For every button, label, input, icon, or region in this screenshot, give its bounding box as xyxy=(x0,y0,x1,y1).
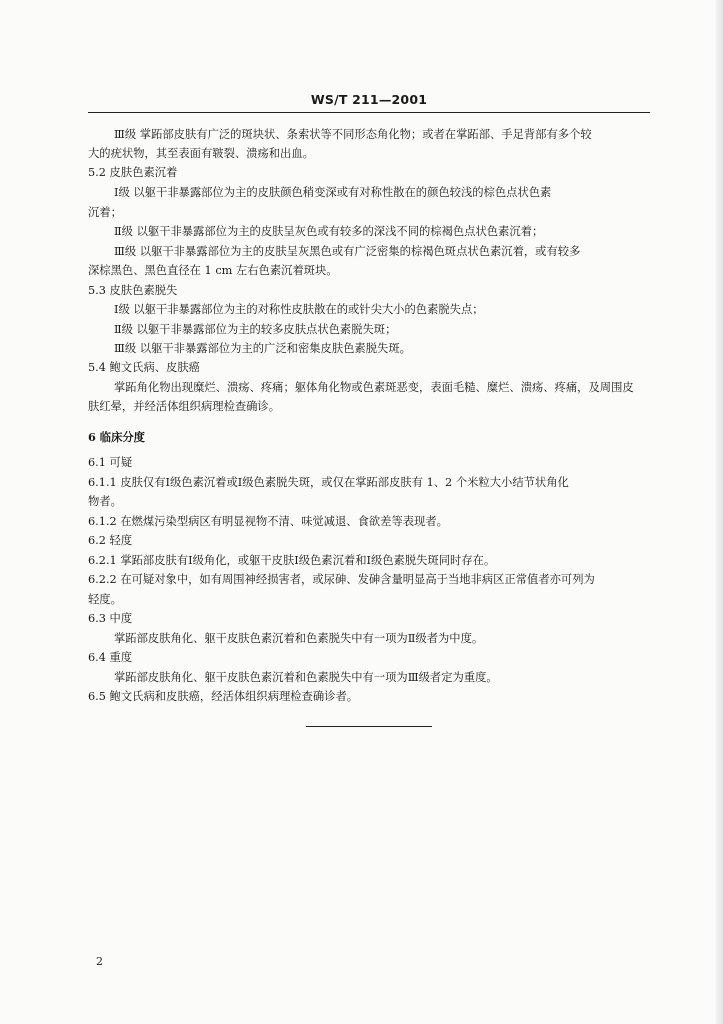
text-line: 物者。 xyxy=(88,495,122,508)
text-line: 6.2.1 掌跖部皮肤有Ⅰ级角化，或躯干皮肤Ⅰ级色素沉着和Ⅰ级色素脱失斑同时存在。 xyxy=(88,554,496,567)
standard-code-header: WS/T 211—2001 xyxy=(310,92,428,107)
page-number: 2 xyxy=(96,955,103,968)
section-heading-5-4: 5.4 鲍文氏病、皮肤癌 xyxy=(88,361,200,374)
end-rule xyxy=(306,726,432,727)
text-line: Ⅲ级 以躯干非暴露部位为主的皮肤呈灰黑色或有广泛密集的棕褐色斑点状色素沉着，或有较多 xyxy=(114,245,581,258)
text-line: 掌跖部皮肤角化、躯干皮肤色素沉着和色素脱失中有一项为Ⅱ级者为中度。 xyxy=(114,632,484,645)
text-line: 大的疣状物，其至表面有皲裂、溃疡和出血。 xyxy=(88,147,314,160)
text-line: Ⅲ级 掌跖部皮肤有广泛的斑块状、条索状等不同形态角化物；或者在掌跖部、手足背部有多个较 xyxy=(114,128,592,141)
text-line: 6.1.2 在燃煤污染型病区有明显视物不清、味觉减退、食欲差等表现者。 xyxy=(88,515,448,528)
text-line: Ⅱ级 以躯干非暴露部位为主的较多皮肤点状色素脱失斑； xyxy=(114,323,397,336)
text-line: Ⅲ级 以躯干非暴露部位为主的广泛和密集皮肤色素脱失斑。 xyxy=(114,342,411,355)
text-line: Ⅰ级 以躯干非暴露部位为主的对称性皮肤散在的或针尖大小的色素脱失点； xyxy=(114,303,484,316)
section-heading-6-2: 6.2 轻度 xyxy=(88,534,133,547)
text-line: 沉着； xyxy=(88,206,122,219)
section-heading-6-3: 6.3 中度 xyxy=(88,612,133,625)
text-line: 6.1.1 皮肤仅有Ⅰ级色素沉着或Ⅰ级色素脱失斑，或仅在掌跖部皮肤有 1、2 个米粒大小结节状角化 xyxy=(88,476,569,489)
text-line: Ⅰ级 以躯干非暴露部位为主的皮肤颜色稍变深或有对称性散在的颜色较浅的棕色点状色素 xyxy=(114,186,552,199)
section-heading-6: 6 临床分度 xyxy=(88,430,145,444)
text-line: 轻度。 xyxy=(88,593,122,606)
text-line: 掌跖角化物出现糜烂、溃疡、疼痛；躯体角化物或色素斑恶变，表面毛糙、糜烂、溃疡、疼痛，及周围皮 xyxy=(114,381,634,394)
text-line: 深棕黑色、黑色直径在 1 cm 左右色素沉着斑块。 xyxy=(88,264,338,277)
section-heading-5-3: 5.3 皮肤色素脱失 xyxy=(88,284,178,297)
section-heading-5-2: 5.2 皮肤色素沉着 xyxy=(88,166,178,179)
text-line: 6.5 鲍文氏病和皮肤癌，经活体组织病理检查确诊者。 xyxy=(88,690,359,703)
text-line: 掌跖部皮肤角化、躯干皮肤色素沉着和色素脱失中有一项为Ⅲ级者定为重度。 xyxy=(114,671,498,684)
text-line: 6.2.2 在可疑对象中，如有周围神经损害者，或尿砷、发砷含量明显高于当地非病区正常值者亦可列为 xyxy=(88,573,595,586)
section-heading-6-1: 6.1 可疑 xyxy=(88,456,133,469)
section-heading-6-4: 6.4 重度 xyxy=(88,651,133,664)
scan-edge-shadow xyxy=(715,0,723,1024)
text-line: Ⅱ级 以躯干非暴露部位为主的皮肤呈灰色或有较多的深浅不同的棕褐色点状色素沉着； xyxy=(114,225,544,238)
header-rule xyxy=(88,112,650,113)
text-line: 肤红晕，并经活体组织病理检查确诊。 xyxy=(88,400,281,413)
